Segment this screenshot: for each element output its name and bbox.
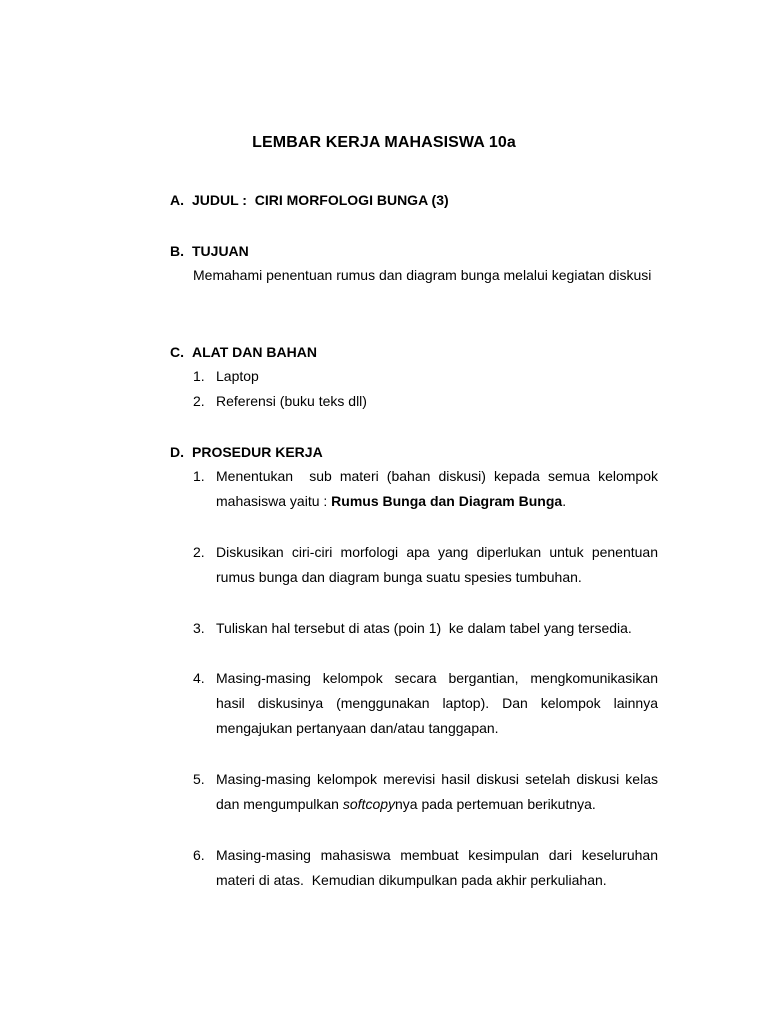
section-title: ALAT DAN BAHAN <box>192 344 317 360</box>
item-text: Referensi (buku teks dll) <box>216 393 367 409</box>
item-number: 2. <box>193 393 205 409</box>
item-number: 3. <box>193 620 205 636</box>
list-item <box>193 843 662 893</box>
section-letter: A. <box>170 192 184 208</box>
item-text <box>216 767 658 817</box>
tujuan-text: Memahami penentuan rumus dan diagram bunga melalui kegiatan diskusi <box>193 267 652 283</box>
item-number: 2. <box>193 544 205 560</box>
section-letter: B. <box>170 243 184 259</box>
section-letter: D. <box>170 444 184 460</box>
section-b-heading <box>170 243 249 259</box>
section-d-heading <box>170 444 323 460</box>
list-item <box>193 464 662 514</box>
item-text: Masing-masing kelompok secara bergantian, mengkomunikasikan hasil diskusinya (menggunakan laptop). Dan kelompok lainnya mengajukan pertanyaan dan/atau tanggapan. <box>216 670 658 736</box>
item-text <box>216 464 662 514</box>
item-text: Masing-masing mahasiswa membuat kesimpulan dari keseluruhan materi di atas. Kemudian dikumpulkan pada akhir perkuliahan. <box>216 847 662 888</box>
item-number: 1. <box>193 468 205 484</box>
list-item <box>193 767 658 817</box>
section-c-heading <box>170 344 317 360</box>
section-title: PROSEDUR KERJA <box>192 444 323 460</box>
item-text-italic: softcopy <box>342 796 396 812</box>
list-item <box>193 364 658 389</box>
item-number: 5. <box>193 771 205 787</box>
item-text: Laptop <box>216 368 259 384</box>
item-text-part: Menentukan sub materi (bahan diskusi) kepada semua kelompok mahasiswa yaitu : <box>216 468 662 509</box>
section-title: JUDUL : CIRI MORFOLOGI BUNGA (3) <box>192 192 449 208</box>
section-a-heading <box>170 192 449 208</box>
list-item <box>193 389 658 414</box>
list-item <box>193 540 658 590</box>
list-item <box>193 666 658 741</box>
item-text-bold: Rumus Bunga dan Diagram Bunga <box>331 493 563 509</box>
item-text-part: nya pada pertemuan berikutnya. <box>395 796 596 812</box>
item-text: Diskusikan ciri-ciri morfologi apa yang diperlukan untuk penentuan rumus bunga dan diagram bunga suatu spesies tumbuhan. <box>216 544 658 585</box>
item-text: Tuliskan hal tersebut di atas (poin 1) ke dalam tabel yang tersedia. <box>216 620 632 636</box>
item-text-part: Masing-masing kelompok merevisi hasil diskusi setelah diskusi kelas dan mengumpulkan <box>216 771 658 812</box>
item-number: 4. <box>193 670 205 686</box>
item-number: 1. <box>193 368 205 384</box>
item-text-part: . <box>562 493 567 509</box>
list-item <box>193 616 658 641</box>
section-title: TUJUAN <box>192 243 249 259</box>
page-title: LEMBAR KERJA MAHASISWA 10a <box>252 134 516 151</box>
item-number: 6. <box>193 847 205 863</box>
section-letter: C. <box>170 344 184 360</box>
